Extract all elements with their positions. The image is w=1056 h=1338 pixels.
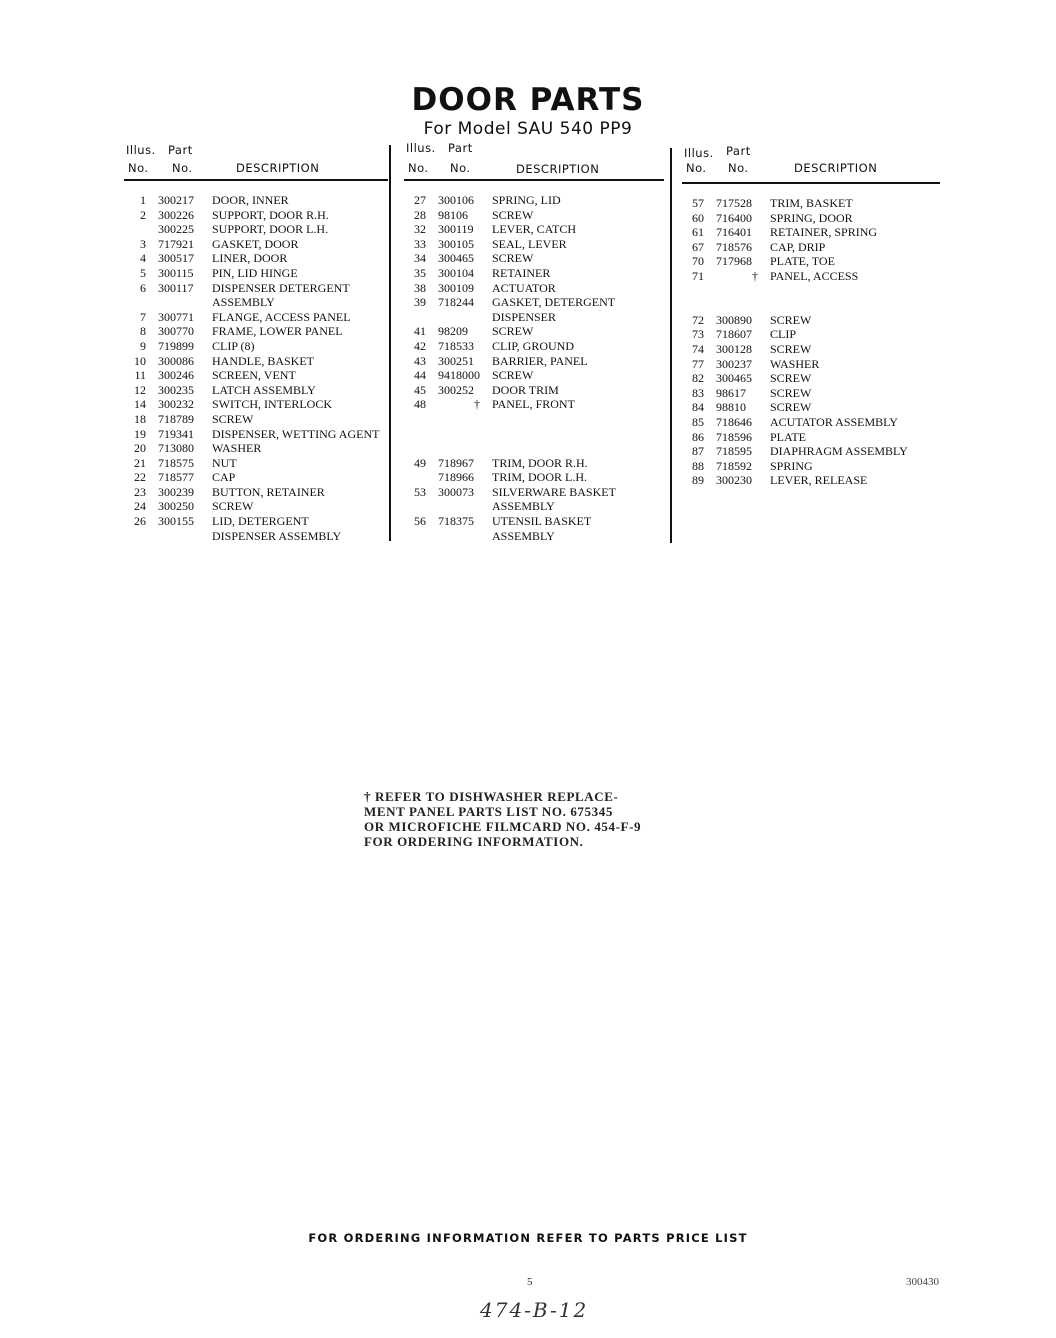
part-number: 300770 <box>158 324 194 339</box>
part-description: SCREW <box>770 400 812 415</box>
part-description: LINER, DOOR <box>212 251 288 266</box>
part-number: 300225 <box>158 222 194 237</box>
part-description: WASHER <box>212 441 262 456</box>
part-row <box>682 269 940 284</box>
part-header: Part <box>448 141 473 155</box>
part-description: ASSEMBLY <box>212 295 275 310</box>
part-description: SCREW <box>492 251 534 266</box>
part-row <box>404 485 664 500</box>
part-description: SCREW <box>212 411 254 426</box>
part-number: 300250 <box>158 499 194 514</box>
parts-column-3 <box>682 144 940 488</box>
part-description: DISPENSER <box>492 309 557 324</box>
part-row <box>404 208 664 223</box>
part-number: 98617 <box>716 385 746 400</box>
part-row <box>682 357 940 372</box>
column-divider-right <box>670 148 672 543</box>
part-description: DOOR TRIM <box>492 382 559 397</box>
part-row <box>682 459 940 474</box>
part-row <box>124 427 388 442</box>
part-number: 718596 <box>716 429 752 444</box>
part-number: 300106 <box>438 193 474 207</box>
model-subtitle: For Model SAU 540 PP9 <box>423 119 633 139</box>
illus-number: 10 <box>134 353 146 368</box>
part-row <box>124 485 388 500</box>
part-number: 300232 <box>158 397 194 412</box>
part-row <box>124 237 388 252</box>
part-description: SUPPORT, DOOR R.H. <box>212 207 329 222</box>
illus-number: 6 <box>140 280 146 295</box>
illus-number: 7 <box>140 309 146 324</box>
illus-number: 84 <box>692 400 704 415</box>
part-number: 300771 <box>158 309 194 324</box>
illus-number: 35 <box>414 265 426 280</box>
illus-number: 1 <box>140 193 146 207</box>
part-number: 300226 <box>158 207 194 222</box>
part-description: TRIM, BASKET <box>770 196 853 210</box>
illus-number: 83 <box>692 385 704 400</box>
part-number: 300104 <box>438 265 474 280</box>
note-line: OR MICROFICHE FILMCARD NO. 454-F-9 <box>364 819 642 834</box>
part-number: 300235 <box>158 382 194 397</box>
part-description: SCREW <box>770 312 812 327</box>
parts-list <box>124 193 388 543</box>
illus-number: 85 <box>692 414 704 429</box>
illus-number: 44 <box>414 368 426 383</box>
illus-no-header: No. <box>686 161 707 175</box>
part-number: † <box>752 268 758 283</box>
part-row <box>682 371 940 386</box>
part-description: WASHER <box>770 356 820 371</box>
part-description: LEVER, CATCH <box>492 222 576 237</box>
part-row <box>404 397 664 412</box>
illus-number: 26 <box>134 514 146 529</box>
part-number: 300109 <box>438 280 474 295</box>
part-number: 717528 <box>716 196 752 210</box>
part-number: 300155 <box>158 514 194 529</box>
illus-number: 39 <box>414 295 426 310</box>
part-description: LEVER, RELEASE <box>770 473 868 488</box>
part-description: SPRING <box>770 458 813 473</box>
note-line: FOR ORDERING INFORMATION. <box>364 834 584 849</box>
part-row <box>124 529 388 544</box>
illus-number: 22 <box>134 470 146 485</box>
part-row <box>124 368 388 383</box>
part-description: SUPPORT, DOOR L.H. <box>212 222 329 237</box>
part-row <box>404 499 664 514</box>
part-description: RETAINER, SPRING <box>770 225 878 240</box>
part-row <box>682 211 940 226</box>
note-line: MENT PANEL PARTS LIST NO. 675345 <box>364 804 613 819</box>
part-row <box>124 397 388 412</box>
parts-column-1 <box>124 141 388 543</box>
part-row <box>124 281 388 296</box>
part-no-header: No. <box>450 161 471 175</box>
illus-number: 71 <box>692 268 704 283</box>
part-row <box>404 368 664 383</box>
part-row <box>404 251 664 266</box>
part-description: SCREW <box>770 385 812 400</box>
part-row <box>682 415 940 430</box>
part-number: 300246 <box>158 368 194 383</box>
part-number: 300115 <box>158 265 194 280</box>
part-row <box>682 342 940 357</box>
part-number: 717968 <box>716 254 752 269</box>
part-description: RETAINER <box>492 265 551 280</box>
part-row <box>124 354 388 369</box>
part-description: ACUTATOR ASSEMBLY <box>770 414 898 429</box>
illus-number: 9 <box>140 338 146 353</box>
ordering-footer: FOR ORDERING INFORMATION REFER TO PARTS PRICE LIST <box>308 1231 748 1245</box>
part-row <box>124 193 388 208</box>
illus-header: Illus. <box>126 143 156 157</box>
illus-number: 18 <box>134 411 146 426</box>
illus-number: 82 <box>692 371 704 386</box>
illus-number: 34 <box>414 251 426 266</box>
part-row <box>124 324 388 339</box>
part-number: 300517 <box>158 251 194 266</box>
part-number: 300251 <box>438 353 474 368</box>
part-number: 300237 <box>716 356 752 371</box>
part-number: 718533 <box>438 338 474 353</box>
part-number: 9418000 <box>438 368 480 383</box>
part-number: 718244 <box>438 295 474 310</box>
part-description: SCREW <box>770 371 812 386</box>
part-row <box>124 251 388 266</box>
part-number: 718375 <box>438 514 474 529</box>
part-no-header: No. <box>728 161 749 175</box>
illus-number: 60 <box>692 210 704 225</box>
part-row <box>682 473 940 488</box>
part-number: 300217 <box>158 193 194 207</box>
part-description: TRIM, DOOR L.H. <box>492 470 587 485</box>
part-number: 713080 <box>158 441 194 456</box>
part-row <box>124 295 388 310</box>
illus-number: 32 <box>414 222 426 237</box>
part-number: 716401 <box>716 225 752 240</box>
part-row <box>404 295 664 310</box>
part-row <box>404 441 664 456</box>
illus-number: 72 <box>692 312 704 327</box>
part-number: 719899 <box>158 338 194 353</box>
illus-number: 4 <box>140 251 146 266</box>
part-description: ASSEMBLY <box>492 528 555 543</box>
part-description: PLATE, TOE <box>770 254 835 269</box>
illus-number: 73 <box>692 327 704 342</box>
part-row <box>124 470 388 485</box>
page-title: DOOR PARTS <box>411 82 645 118</box>
illus-no-header: No. <box>128 161 149 175</box>
column-divider-left <box>389 145 391 541</box>
part-number: 719341 <box>158 426 194 441</box>
part-row <box>404 354 664 369</box>
part-row <box>404 470 664 485</box>
part-row <box>124 456 388 471</box>
illus-number: 21 <box>134 455 146 470</box>
part-row <box>682 240 940 255</box>
part-number: 718966 <box>438 470 474 485</box>
part-row <box>404 514 664 529</box>
part-description: CLIP (8) <box>212 338 255 353</box>
part-row <box>124 310 388 325</box>
part-number: 718576 <box>716 239 752 254</box>
part-number: 718646 <box>716 414 752 429</box>
part-number: 300117 <box>158 280 194 295</box>
part-description: UTENSIL BASKET <box>492 514 592 529</box>
part-row <box>682 225 940 240</box>
illus-number: 8 <box>140 324 146 339</box>
part-number: 718789 <box>158 411 194 426</box>
part-row <box>682 400 940 415</box>
part-row <box>404 266 664 281</box>
illus-number: 77 <box>692 356 704 371</box>
part-row <box>404 427 664 442</box>
part-description: DOOR, INNER <box>212 193 289 207</box>
illus-number: 12 <box>134 382 146 397</box>
illus-number: 48 <box>414 397 426 412</box>
part-description: GASKET, DETERGENT <box>492 295 616 310</box>
part-number: 300230 <box>716 473 752 488</box>
part-row <box>124 499 388 514</box>
parts-column-2 <box>404 141 664 543</box>
part-description: SCREW <box>492 368 534 383</box>
page-number: 5 <box>527 1276 533 1288</box>
part-description: SCREEN, VENT <box>212 368 296 383</box>
illus-number: 86 <box>692 429 704 444</box>
part-number: 718595 <box>716 444 752 459</box>
illus-header: Illus. <box>406 141 436 155</box>
part-no-header: No. <box>172 161 193 175</box>
part-number: 300465 <box>438 251 474 266</box>
part-description: SWITCH, INTERLOCK <box>212 397 332 412</box>
part-row <box>682 444 940 459</box>
part-description: SCREW <box>770 341 812 356</box>
part-row <box>682 327 940 342</box>
part-number: 300239 <box>158 484 194 499</box>
part-number: 718967 <box>438 455 474 470</box>
part-row <box>124 339 388 354</box>
part-description: FLANGE, ACCESS PANEL <box>212 309 351 324</box>
illus-number: 33 <box>414 236 426 251</box>
part-description: NUT <box>212 455 237 470</box>
part-row <box>404 324 664 339</box>
parts-list <box>404 193 664 543</box>
part-description: FRAME, LOWER PANEL <box>212 324 343 339</box>
illus-number: 41 <box>414 324 426 339</box>
part-description: BARRIER, PANEL <box>492 353 588 368</box>
illus-number: 74 <box>692 341 704 356</box>
part-row <box>124 514 388 529</box>
note-line: † REFER TO DISHWASHER REPLACE- <box>364 789 619 804</box>
part-row <box>124 383 388 398</box>
description-header: DESCRIPTION <box>794 161 878 175</box>
illus-number: 49 <box>414 455 426 470</box>
illus-number: 11 <box>134 368 146 383</box>
illus-no-header: No. <box>408 161 429 175</box>
part-description: SCREW <box>492 324 534 339</box>
part-number: 300465 <box>716 371 752 386</box>
part-header: Part <box>726 144 751 158</box>
illus-number: 5 <box>140 265 146 280</box>
part-header: Part <box>168 143 193 157</box>
part-description: DISPENSER, WETTING AGENT <box>212 426 380 441</box>
part-number: 718592 <box>716 458 752 473</box>
part-row <box>404 456 664 471</box>
part-description: GASKET, DOOR <box>212 236 299 251</box>
part-description: CLIP, GROUND <box>492 338 575 353</box>
part-number: 300128 <box>716 341 752 356</box>
part-description: TRIM, DOOR R.H. <box>492 455 588 470</box>
column-header <box>682 144 940 184</box>
part-row <box>404 383 664 398</box>
description-header: DESCRIPTION <box>516 162 600 176</box>
part-description: SILVERWARE BASKET <box>492 484 616 499</box>
column-header <box>404 141 664 181</box>
part-number: 716400 <box>716 210 752 225</box>
part-description: CAP <box>212 470 236 485</box>
part-description: DISPENSER DETERGENT <box>212 280 350 295</box>
part-row <box>682 196 940 211</box>
part-description: LID, DETERGENT <box>212 514 309 529</box>
illus-number: 3 <box>140 236 146 251</box>
part-description: ACTUATOR <box>492 280 556 295</box>
document-code: 300430 <box>906 1276 939 1288</box>
part-row <box>124 222 388 237</box>
part-row <box>124 441 388 456</box>
illus-number: 88 <box>692 458 704 473</box>
parts-list <box>682 196 940 488</box>
part-description: SPRING, DOOR <box>770 210 853 225</box>
part-row <box>404 281 664 296</box>
part-number: 300073 <box>438 484 474 499</box>
part-number: 717921 <box>158 236 194 251</box>
illus-header: Illus. <box>684 146 714 160</box>
illus-number: 43 <box>414 353 426 368</box>
part-number: † <box>474 397 480 412</box>
part-description: BUTTON, RETAINER <box>212 484 325 499</box>
part-description: SEAL, LEVER <box>492 236 567 251</box>
part-number: 718575 <box>158 455 194 470</box>
part-description: PANEL, ACCESS <box>770 268 859 283</box>
part-row <box>404 310 664 325</box>
column-header <box>124 141 388 181</box>
part-row <box>404 412 664 427</box>
part-row <box>124 208 388 223</box>
part-number: 98106 <box>438 207 468 222</box>
part-description: LATCH ASSEMBLY <box>212 382 316 397</box>
illus-number: 61 <box>692 225 704 240</box>
part-number: 300086 <box>158 353 194 368</box>
part-description: CLIP <box>770 327 797 342</box>
part-row <box>124 412 388 427</box>
illus-number: 45 <box>414 382 426 397</box>
illus-number: 28 <box>414 207 426 222</box>
part-row <box>124 266 388 281</box>
illus-number: 20 <box>134 441 146 456</box>
illus-number: 53 <box>414 484 426 499</box>
illus-number: 67 <box>692 239 704 254</box>
part-number: 718607 <box>716 327 752 342</box>
part-row <box>682 254 940 269</box>
part-description: CAP, DRIP <box>770 239 826 254</box>
part-number: 300252 <box>438 382 474 397</box>
part-description: DIAPHRAGM ASSEMBLY <box>770 444 908 459</box>
illus-number: 19 <box>134 426 146 441</box>
part-number: 300890 <box>716 312 752 327</box>
part-row <box>682 298 940 313</box>
part-number: 718577 <box>158 470 194 485</box>
handwritten-annotation: 474-B-12 <box>480 1298 589 1322</box>
description-header: DESCRIPTION <box>236 161 320 175</box>
illus-number: 89 <box>692 473 704 488</box>
part-description: SCREW <box>492 207 534 222</box>
part-row <box>682 430 940 445</box>
illus-number: 27 <box>414 193 426 207</box>
illus-number: 57 <box>692 196 704 210</box>
illus-number: 14 <box>134 397 146 412</box>
illus-number: 24 <box>134 499 146 514</box>
part-description: PIN, LID HINGE <box>212 265 298 280</box>
part-number: 98810 <box>716 400 746 415</box>
part-description: HANDLE, BASKET <box>212 353 314 368</box>
illus-number: 23 <box>134 484 146 499</box>
part-row <box>404 237 664 252</box>
part-row <box>682 386 940 401</box>
part-row <box>404 193 664 208</box>
part-description: ASSEMBLY <box>492 499 555 514</box>
part-row <box>682 313 940 328</box>
illus-number: 42 <box>414 338 426 353</box>
part-description: SCREW <box>212 499 254 514</box>
part-number: 98209 <box>438 324 468 339</box>
part-number: 300105 <box>438 236 474 251</box>
part-description: SPRING, LID <box>492 193 561 207</box>
illus-number: 56 <box>414 514 426 529</box>
part-row <box>404 529 664 544</box>
part-row <box>404 339 664 354</box>
part-description: PANEL, FRONT <box>492 397 575 412</box>
part-row <box>404 222 664 237</box>
illus-number: 70 <box>692 254 704 269</box>
part-row <box>682 284 940 299</box>
illus-number: 38 <box>414 280 426 295</box>
illus-number: 2 <box>140 207 146 222</box>
part-description: PLATE <box>770 429 806 444</box>
illus-number: 87 <box>692 444 704 459</box>
panel-reference-note <box>364 789 684 849</box>
part-number: 300119 <box>438 222 474 237</box>
part-description: DISPENSER ASSEMBLY <box>212 528 342 543</box>
